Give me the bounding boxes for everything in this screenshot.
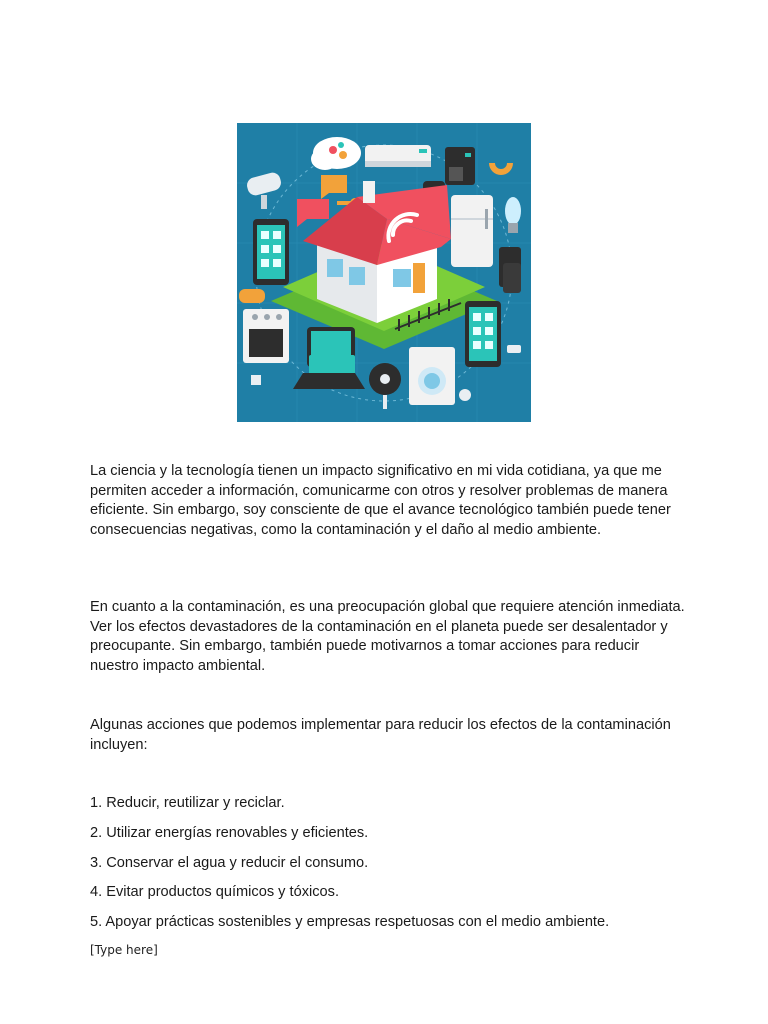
speaker-icon bbox=[499, 247, 521, 293]
air-conditioner-icon bbox=[365, 145, 431, 167]
gear-icon bbox=[459, 389, 471, 401]
paragraph-actions-intro bbox=[90, 716, 690, 755]
coffee-machine-icon bbox=[445, 147, 475, 185]
lock-icon bbox=[251, 375, 261, 385]
paragraph-pollution bbox=[90, 598, 690, 676]
list-item: 1. Reducir, reutilizar y reciclar. bbox=[90, 795, 285, 811]
paragraph-intro bbox=[90, 462, 690, 540]
paragraph-text: Algunas acciones que podemos implementar para reducir los efectos de la contaminación incluyen: bbox=[90, 717, 671, 753]
smart-home-illustration bbox=[237, 123, 531, 422]
list-item: 4. Evitar productos químicos y tóxicos. bbox=[90, 884, 340, 901]
washing-machine-icon bbox=[409, 347, 455, 405]
stove-icon bbox=[243, 309, 289, 363]
paragraph-text: La ciencia y la tecnología tienen un impacto significativo en mi vida cotidiana, ya que me permiten acceder a información, comunicarme con otros y resolver problemas de manera eficiente. Sin embargo, soy consciente de que el avance tecnológico también puede tener consecuencias negativas, como la contaminación y el daño al medio ambiente. bbox=[90, 463, 671, 538]
tablet-icon bbox=[253, 219, 289, 285]
key-icon bbox=[507, 345, 521, 353]
paragraph-text: En cuanto a la contaminación, es una preocupación global que requiere atención inmediata. Ver los efectos devastadores de la contaminación en el planeta puede ser desalentador y preocupante. Sin embargo, también puede motivarnos a tomar acciones para reducir nuestro impacto ambiental. bbox=[90, 599, 685, 674]
list-item: 2. Utilizar energías renovables y eficientes. bbox=[90, 824, 369, 841]
actions-list bbox=[90, 794, 690, 943]
list-item: 3. Conservar el agua y reducir el consumo. bbox=[90, 854, 369, 871]
refrigerator-icon bbox=[451, 195, 493, 267]
smartphone-icon bbox=[465, 301, 501, 367]
gamepad-icon bbox=[239, 289, 265, 303]
footer-placeholder[interactable]: [Type here] bbox=[90, 943, 158, 957]
smart-home-iot-icon bbox=[237, 123, 531, 422]
list-item: 5. Apoyar prácticas sostenibles y empresas respetuosas con el medio ambiente. bbox=[90, 914, 610, 931]
